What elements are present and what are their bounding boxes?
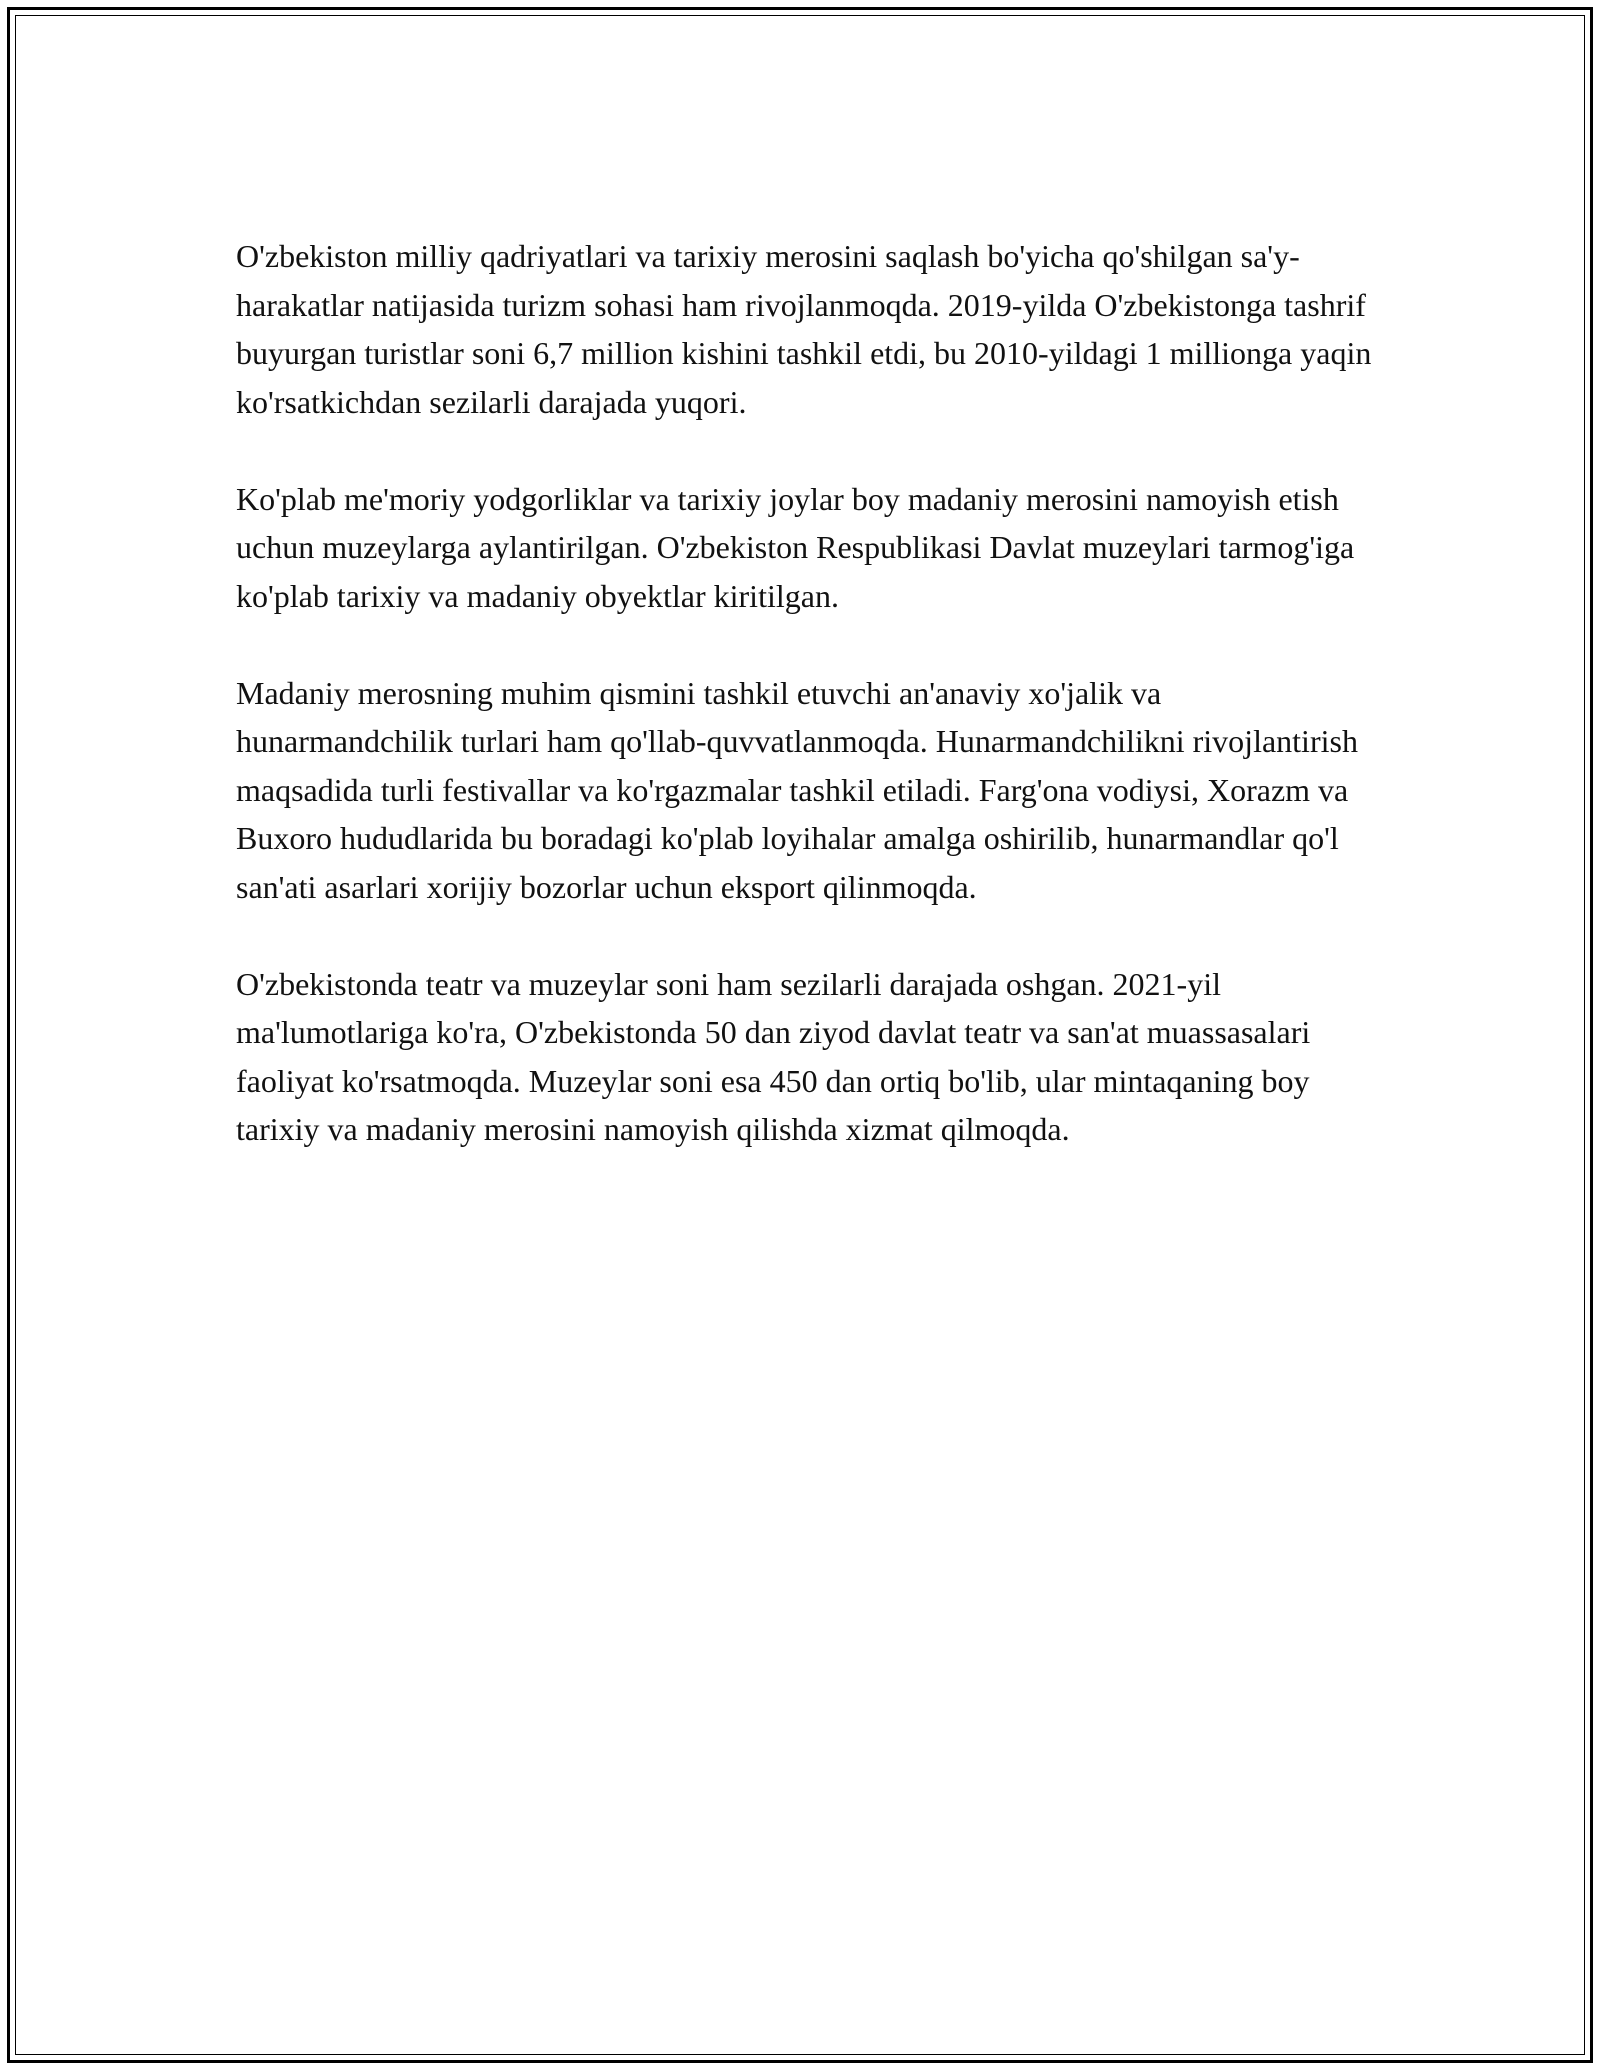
paragraph-tourism: O'zbekiston milliy qadriyatlari va tarixiy merosini saqlash bo'yicha qo'shilgan sa'y-harakatlar natijasida turizm sohasi ham rivojlanmoqda. 2019-yilda O'zbekistonga tashrif buyurgan turistlar soni 6,7 million kishini tashkil etdi, bu 2010-yildagi 1 millionga yaqin ko'rsatkichdan sezilarli darajada yuqori. [236, 238, 1372, 420]
paragraph-museums-heritage: Ko'plab me'moriy yodgorliklar va tarixiy joylar boy madaniy merosini namoyish etish uchun muzeylarga aylantirilgan. O'zbekiston Respublikasi Davlat muzeylari tarmog'iga ko'plab tarixiy va madaniy obyektlar kiritilgan. [236, 480, 1355, 614]
paragraph-theatres-museums: O'zbekistonda teatr va muzeylar soni ham sezilarli darajada oshgan. 2021-yil ma'lumotlariga ko'ra, O'zbekistonda 50 dan ziyod davlat teatr va san'at muassasalari faoliyat ko'rsatmoqda. Muzeylar soni esa 450 dan ortiq bo'lib, ular mintaqaning boy tarixiy va madaniy merosini namoyish qilishda xizmat qilmoqda. [236, 965, 1311, 1147]
paragraph-crafts: Madaniy merosning muhim qismini tashkil etuvchi an'anaviy xo'jalik va hunarmandchilik turlari ham qo'llab-quvvatlanmoqda. Hunarmandchilikni rivojlantirish maqsadida turli festivallar va ko'rgazmalar tashkil etiladi. Farg'ona vodiysi, Xorazm va Buxoro hududlarida bu boradagi ko'plab loyihalar amalga oshirilib, hunarmandlar qo'l san'ati asarlari xorijiy bozorlar uchun eksport qilinmoqda. [236, 674, 1358, 905]
document-body [236, 232, 1376, 1202]
